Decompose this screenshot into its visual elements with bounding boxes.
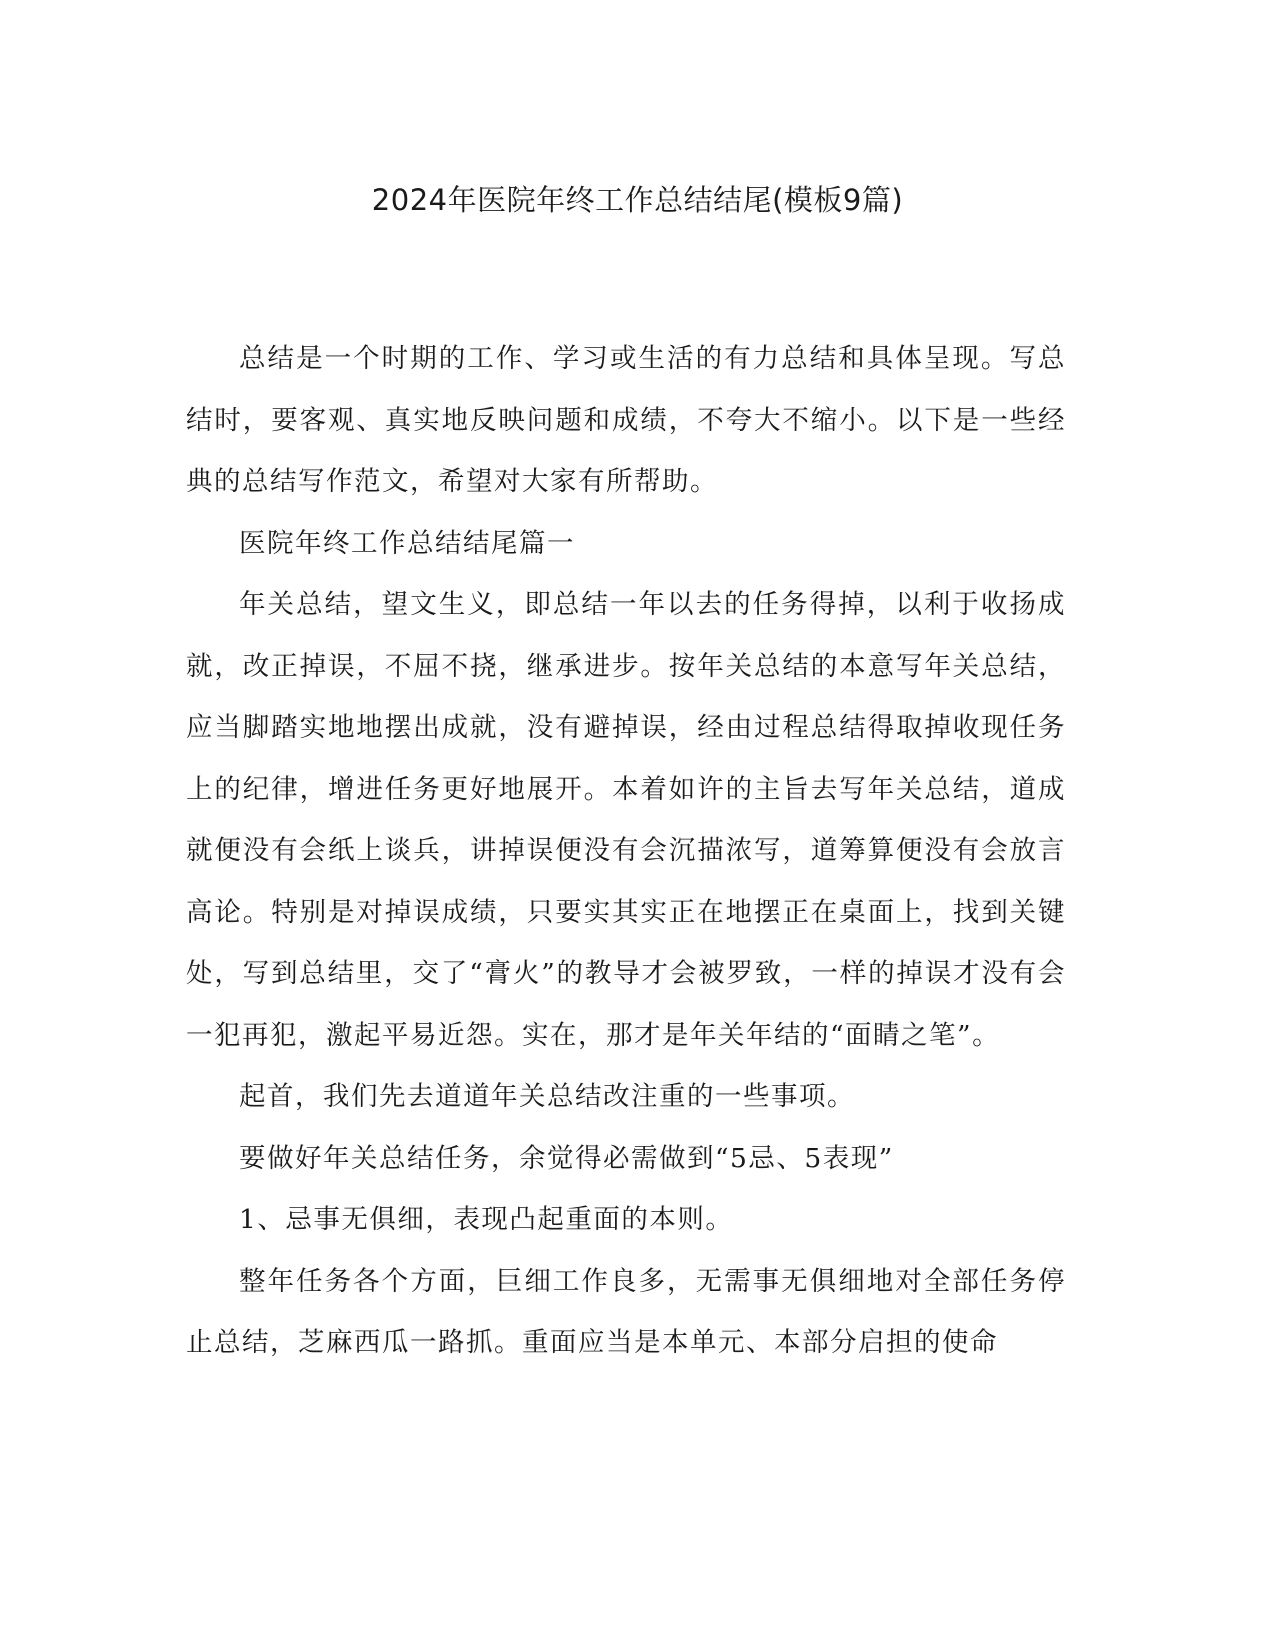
intro-paragraph: 总结是一个时期的工作、学习或生活的有力总结和具体呈现。写总结时，要客观、真实地反映问题和成绩，不夸大不缩小。以下是一些经典的总结写作范文，希望对大家有所帮助。	[186, 343, 1066, 497]
body-paragraph: 要做好年关总结任务，余觉得必需做到“5忌、5表现”	[239, 1142, 894, 1174]
body-paragraph: 起首，我们先去道道年关总结改注重的一些事项。	[239, 1081, 855, 1112]
document-body	[186, 328, 1066, 1374]
section-heading: 医院年终工作总结结尾篇一	[239, 527, 575, 559]
body-paragraph: 年关总结，望文生义，即总结一年以去的任务得掉，以利于收扬成就，改正掉误，不屈不挠，继承进步。按年关总结的本意写年关总结，应当脚踏实地地摆出成就，没有避掉误，经由过程总结得取掉收现任务上的纪律，增进任务更好地展开。本着如许的主旨去写年关总结，道成就便没有会纸上谈兵，讲掉误便没有会沉描浓写，道筹算便没有会放言高论。特别是对掉误成绩，只要实其实正在地摆正在桌面上，找到关键处，写到总结里，交了“膏火”的教导才会被罗致，一样的掉误才没有会一犯再犯，激起平易近怨。实在，那才是年关年结的“面睛之笔”。	[186, 589, 1066, 1051]
body-paragraph: 整年任务各个方面，巨细工作良多，无需事无俱细地对全部任务停止总结，芝麻西瓜一路抓。重面应当是本单元、本部分启担的使命	[186, 1265, 1066, 1358]
list-item-heading: 1、忌事无俱细，表现凸起重面的本则。	[239, 1204, 734, 1235]
document-title: 2024年医院年终工作总结结尾(模板9篇)	[371, 183, 904, 217]
